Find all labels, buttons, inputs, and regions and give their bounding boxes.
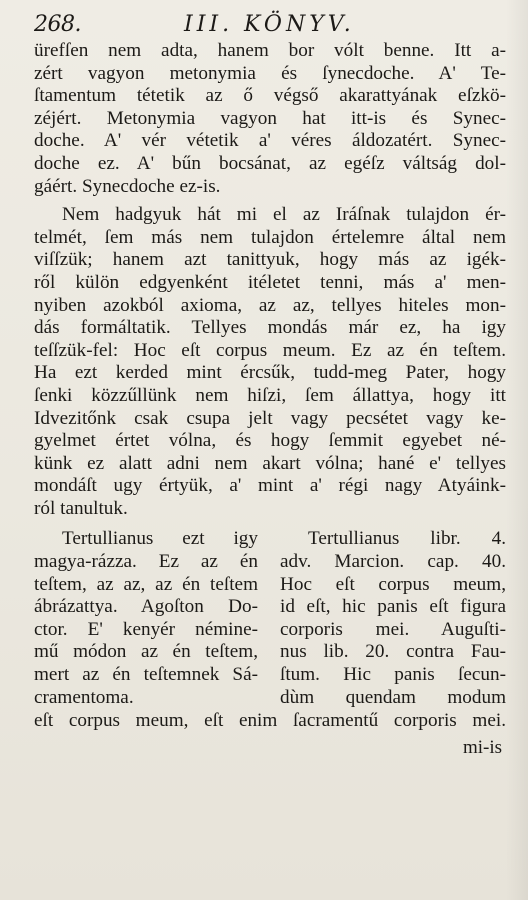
page-header <box>34 10 506 40</box>
column-line: Tertullianus ezt igy <box>62 528 258 550</box>
text-line: Idvezitőnk csak csupa jelt vagy pecsétet vagy ke- <box>34 407 506 429</box>
text-line: gáért. Synecdoche ez-is. <box>34 175 221 197</box>
text-line: doche. A' vér vétetik a' véres áldozatért. Synec- <box>34 130 506 152</box>
text-line: ſenki közzűllünk nem hiſzi, ſem állattya, hogy itt <box>34 384 506 406</box>
text-line: künk ez alatt adni nem akart vólna; hané e' tellyes <box>34 452 506 474</box>
paragraph-2 <box>34 204 506 520</box>
column-line: ctor. E' kenyér némine- <box>34 618 258 640</box>
hungarian-column <box>34 528 258 709</box>
text-line: zért vagyon metonymia és ſynecdoche. A' Te- <box>34 62 506 84</box>
column-line: magya-rázza. Ez az én <box>34 551 258 573</box>
catchword: mi-is <box>462 736 502 758</box>
column-line: mű módon az én teſtem, <box>34 641 258 663</box>
column-line: Hoc eſt corpus meum, <box>280 573 506 595</box>
column-line: nus lib. 20. contra Fau- <box>280 641 506 663</box>
text-line: Ha ezt kerded mint ércsűk, tudd-meg Pater, hogy <box>34 362 506 384</box>
text-line: telmét, ſem más nem tulajdon értelemre által nem <box>34 226 506 248</box>
column-line: teſtem, az az, az én teſtem <box>34 573 258 595</box>
column-line: adv. Marcion. cap. 40. <box>280 551 506 573</box>
text-line: doche ez. A' bűn bocsánat, az egéſz váltság dol- <box>34 152 506 174</box>
paragraph-gap <box>34 520 506 526</box>
latin-column <box>280 528 506 709</box>
text-line: ről külön edgyenként itéletet tenni, más a' men- <box>34 271 506 293</box>
column-line: ſtum. Hic panis ſecun- <box>280 664 506 686</box>
text-line: nyiben azokból axioma, az az, tellyes hiteles mon- <box>34 294 506 316</box>
text-line: ról tanultuk. <box>34 497 128 519</box>
running-head: III. KÖNYV. <box>184 12 355 37</box>
column-line: dùm quendam modum <box>280 686 506 708</box>
column-line: ábrázattya. Agoſton Do- <box>34 596 258 618</box>
text-line: teſſzük-fel: Hoc eſt corpus meum. Ez az én teſtem. <box>34 339 506 361</box>
two-column-section <box>34 528 506 709</box>
main-text <box>34 40 506 733</box>
column-line: Tertullianus libr. 4. <box>308 528 506 550</box>
paragraph-1 <box>34 40 506 198</box>
text-line: ſtamentum tétetik az ő végső akarattyának eſzkö- <box>34 85 506 107</box>
text-line: viſſzük; hanem azt tanittyuk, hogy más az igék- <box>34 249 506 271</box>
column-line: mert az én teſtemnek Sá- <box>34 664 258 686</box>
text-line: dás formáltatik. Tellyes mondás már ez, ha igy <box>34 317 506 339</box>
column-line: corporis mei. Auguſti- <box>280 618 506 640</box>
page-number: 268. <box>34 12 81 37</box>
page-edge-shadow <box>506 0 528 900</box>
text-line: Nem hadgyuk hát mi el az Iráſnak tulajdon ér- <box>62 204 506 226</box>
text-line: gyelmet értet vólna, és hogy ſemmit egyebet né- <box>34 430 506 452</box>
column-line: cramentoma. <box>34 686 134 708</box>
column-line: id eſt, hic panis eſt figura <box>280 596 506 618</box>
text-line: ürefſen nem adta, hanem bor vólt benne. Itt a- <box>34 40 506 61</box>
text-line: zéjért. Metonymia vagyon hat itt-is és Synec- <box>34 107 506 129</box>
final-line: eſt corpus meum, eſt enim ſacramentű corporis mei. <box>34 710 506 732</box>
text-line: mondáſt ugy értyük, a' mint a' régi nagy Atyáink- <box>34 475 506 497</box>
